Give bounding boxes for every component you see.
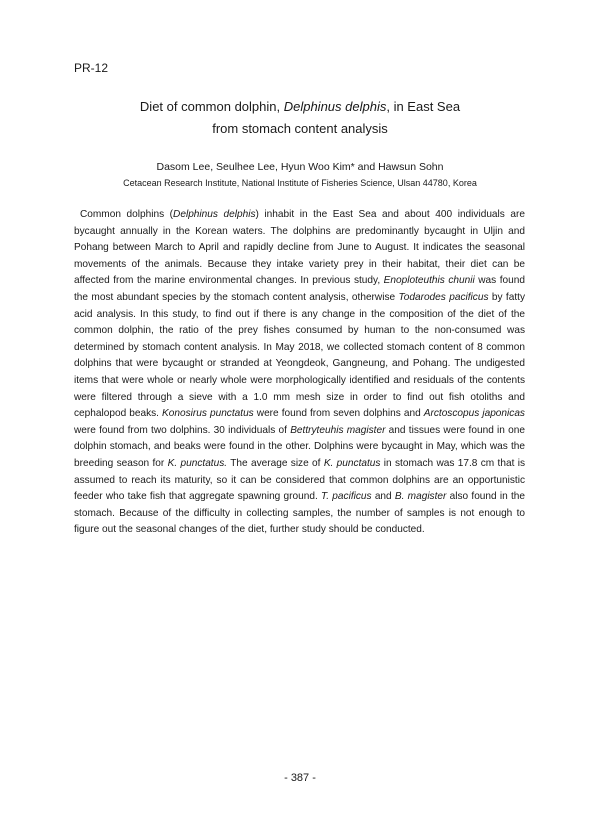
paper-title [0, 96, 600, 140]
affiliation: Cetacean Research Institute, National Institute of Fisheries Science, Ulsan 44780, Korea [123, 178, 477, 188]
title-line-1: Diet of common dolphin, Delphinus delphis, in East Sea [139, 99, 461, 114]
authors: Dasom Lee, Seulhee Lee, Hyun Woo Kim* and Hawsun Sohn [156, 161, 444, 173]
presentation-code: PR-12 [74, 61, 109, 75]
page-number: - 387 - [284, 772, 316, 784]
abstract-body: Common dolphins (Delphinus delphis) inhabit in the East Sea and about 400 individuals are bycaught annually in the Korean waters. The dolphins are predominantly bycaught in Uljin and Pohang between March to April and rapidly decline from June to August. It indicates the seasonal movements of the animals. Because they intake variety prey in their habitat, their diet can be affected from the marine environmental changes. In previous study, Enoploteuthis chunii was found the most abundant species by the stomach content analysis, otherwise Todarodes pacificus by fatty acid analysis. In this study, to find out if there is any change in the composition of the diet of the common dolphin, the ratio of the prey fishes consumed by human to the non-consumed was determined by stomach content analysis. In May 2018, we collected stomach content of 8 common dolphins that were bycaught or stranded at Yeongdeok, Gangneung, and Pohang. The undigested items that were whole or nearly whole were morphologically identified and residuals of the contents were filtered through a sieve with a 1.0 mm mesh size in order to find out fish otoliths and cephalopod beaks. Konosirus punctatus were found from seven dolphins and Arctoscopus japonicas were found from two dolphins. 30 individuals of Bettryteuhis magister and tissues were found in one dolphin stomach, and beaks were found in the other. Dolphins were bycaught in May, which was the breeding season for K. punctatus. The average size of K. punctatus in stomach was 17.8 cm that is assumed to reach its maturity, so it can be considered that common dolphins are an opportunistic feeder who take fish that aggregate spawning ground. T. pacificus and B. magister also found in the stomach. Because of the difficulty in collecting samples, the number of samples is not enough to figure out the seasonal changes of the diet, further study should be conducted. [74, 209, 526, 536]
title-line-2: from stomach content analysis [212, 121, 388, 136]
